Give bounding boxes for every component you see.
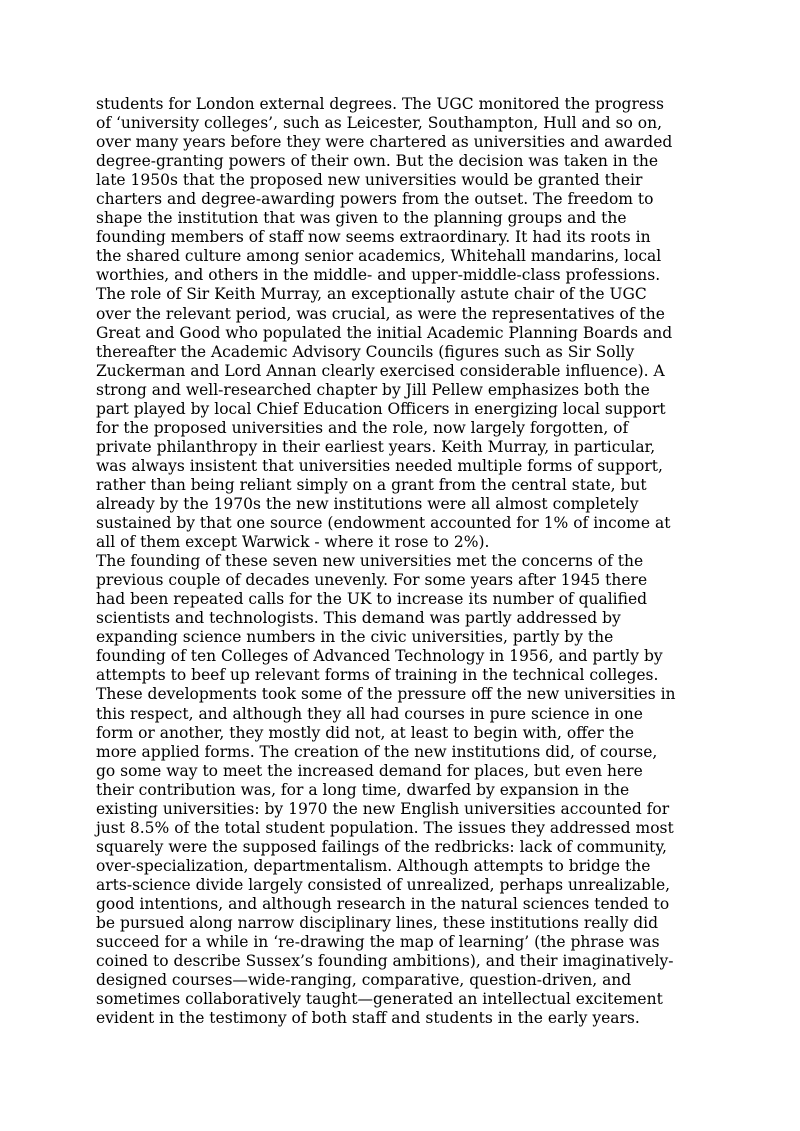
text-line: worthies, and others in the middle- and upper-middle-class professions. xyxy=(96,266,661,285)
text-line: their contribution was, for a long time, dwarfed by expansion in the xyxy=(96,780,630,799)
text-line: had been repeated calls for the UK to increase its number of qualified xyxy=(96,590,648,609)
text-line: part played by local Chief Education Officers in energizing local support xyxy=(96,399,666,418)
text-line: thereafter the Academic Advisory Councils (figures such as Sir Solly xyxy=(96,342,635,361)
text-line: Great and Good who populated the initial Academic Planning Boards and xyxy=(96,323,673,342)
text-line: founding of ten Colleges of Advanced Technology in 1956, and partly by xyxy=(96,647,663,666)
text-line: evident in the testimony of both staff and students in the early years. xyxy=(96,1009,640,1028)
text-line: over-specialization, departmentalism. Although attempts to bridge the xyxy=(96,856,651,875)
text-line: already by the 1970s the new institutions were all almost completely xyxy=(96,494,639,513)
text-line: over many years before they were chartered as universities and awarded xyxy=(96,133,673,152)
text-line: private philanthropy in their earliest years. Keith Murray, in particular, xyxy=(96,437,656,456)
text-line: good intentions, and although research in the natural sciences tended to xyxy=(96,894,670,913)
text-line: late 1950s that the proposed new universities would be granted their xyxy=(96,171,643,190)
text-line: The role of Sir Keith Murray, an exceptionally astute chair of the UGC xyxy=(96,285,647,304)
text-line: charters and degree-awarding powers from the outset. The freedom to xyxy=(96,190,654,209)
text-line: Zuckerman and Lord Annan clearly exercised considerable influence). A xyxy=(96,361,665,380)
text-line: of ‘university colleges’, such as Leicester, Southampton, Hull and so on, xyxy=(96,114,663,133)
text-line: this respect, and although they all had courses in pure science in one xyxy=(96,704,643,723)
text-line: sometimes collaboratively taught—generated an intellectual excitement xyxy=(96,990,663,1009)
text-line: all of them except Warwick - where it rose to 2%). xyxy=(96,533,490,552)
text-line: rather than being reliant simply on a grant from the central state, but xyxy=(96,475,647,494)
text-line: founding members of staff now seems extraordinary. It had its roots in xyxy=(96,228,651,247)
text-line: squarely were the supposed failings of the redbricks: lack of community, xyxy=(96,837,667,856)
text-line: existing universities: by 1970 the new English universities accounted for xyxy=(96,799,670,818)
text-line: strong and well-researched chapter by Jill Pellew emphasizes both the xyxy=(96,380,650,399)
text-line: students for London external degrees. The UGC monitored the progress xyxy=(96,95,664,113)
text-line: for the proposed universities and the role, now largely forgotten, of xyxy=(96,418,629,437)
text-line: just 8.5% of the total student population. The issues they addressed most xyxy=(96,818,674,837)
text-line: be pursued along narrow disciplinary lines, these institutions really did xyxy=(96,914,659,933)
text-line: arts-science divide largely consisted of unrealized, perhaps unrealizable, xyxy=(96,875,671,894)
text-line: more applied forms. The creation of the new institutions did, of course, xyxy=(96,742,658,761)
text-line: The founding of these seven new universities met the concerns of the xyxy=(96,552,644,571)
text-line: scientists and technologists. This demand was partly addressed by xyxy=(96,609,621,628)
text-line: form or another, they mostly did not, at least to begin with, offer the xyxy=(96,723,635,742)
text-line: designed courses—wide-ranging, comparative, question-driven, and xyxy=(96,971,632,990)
text-line: These developments took some of the pressure off the new universities in xyxy=(96,685,676,704)
text-line: the shared culture among senior academics, Whitehall mandarins, local xyxy=(96,247,662,266)
text-line: expanding science numbers in the civic universities, partly by the xyxy=(96,628,614,647)
body-text xyxy=(96,95,716,1028)
text-line: go some way to meet the increased demand for places, but even here xyxy=(96,761,643,780)
text-line: over the relevant period, was crucial, as were the representatives of the xyxy=(96,304,665,323)
text-line: previous couple of decades unevenly. For some years after 1945 there xyxy=(96,571,648,590)
text-line: was always insistent that universities needed multiple forms of support, xyxy=(96,456,663,475)
text-line: attempts to beef up relevant forms of training in the technical colleges. xyxy=(96,666,659,685)
text-line: degree-granting powers of their own. But the decision was taken in the xyxy=(96,152,658,171)
text-line: coined to describe Sussex’s founding ambitions), and their imaginatively- xyxy=(96,952,674,971)
text-line: sustained by that one source (endowment accounted for 1% of income at xyxy=(96,514,671,533)
text-line: shape the institution that was given to the planning groups and the xyxy=(96,209,627,228)
text-line: succeed for a while in ‘re-drawing the map of learning’ (the phrase was xyxy=(96,933,660,952)
